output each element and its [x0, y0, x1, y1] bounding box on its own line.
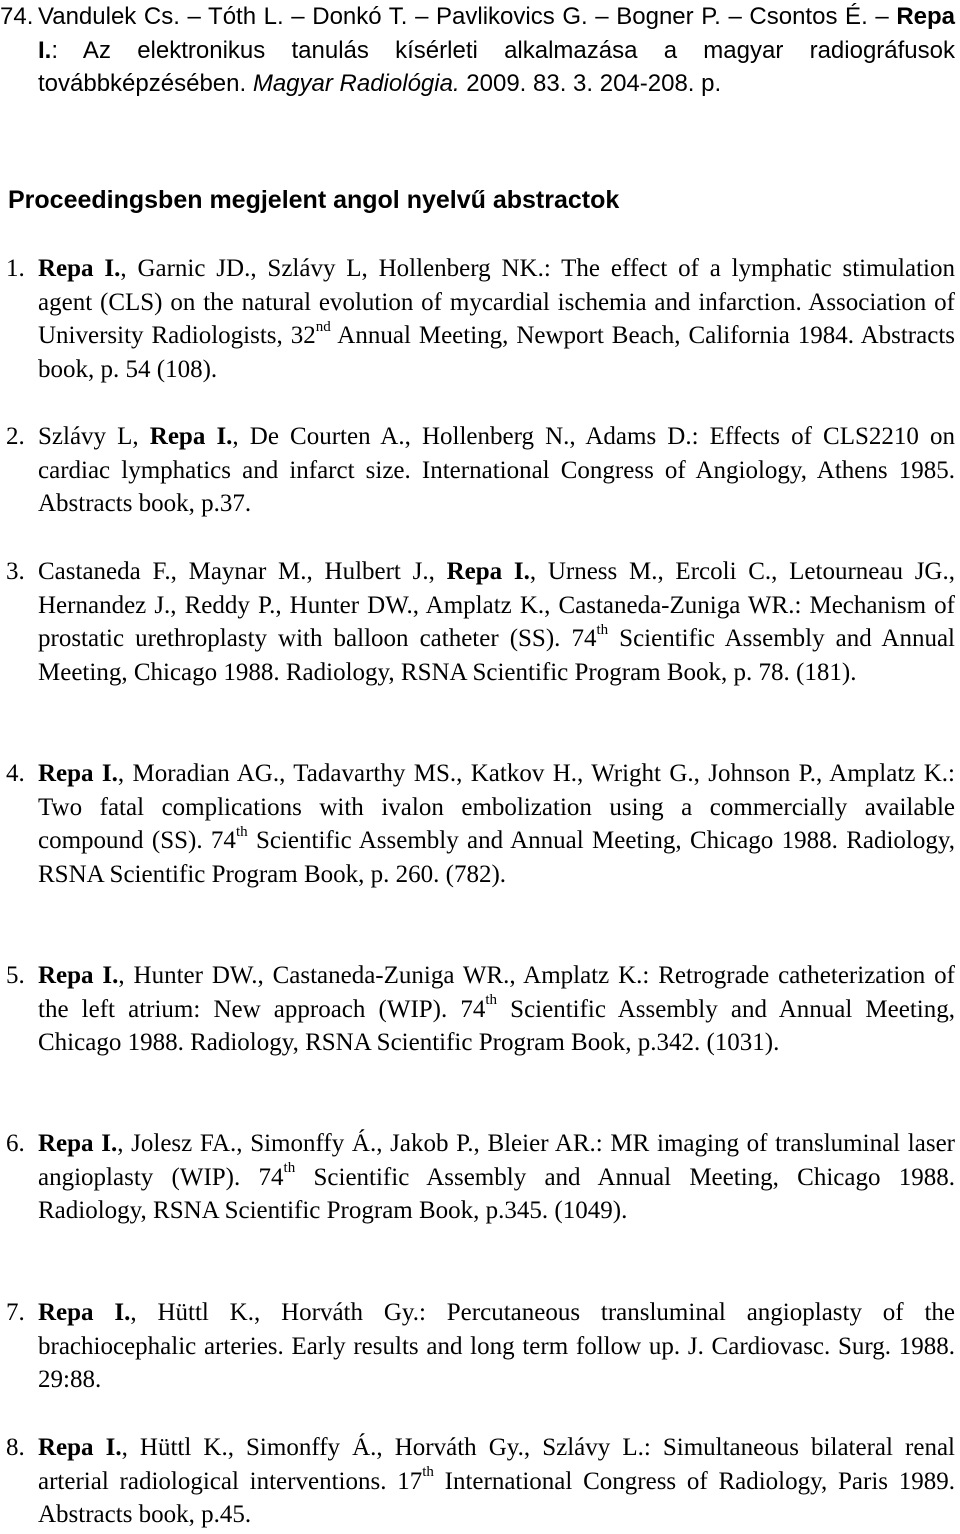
- entry-number: 7.: [6, 1299, 25, 1326]
- highlighted-author: Repa I.: [446, 558, 530, 585]
- entry-text: [38, 0, 955, 101]
- highlighted-author: Repa I.: [149, 423, 233, 450]
- entry-number: 5.: [6, 962, 25, 989]
- entry-number: 8.: [6, 1434, 25, 1461]
- ordinal-suffix: th: [235, 823, 248, 840]
- entry-authors: Vandulek Cs. – Tóth L. – Donkó T. – Pavlikovics G. – Bogner P. – Csontos É. –: [38, 3, 897, 30]
- entry-number: 2.: [6, 423, 25, 450]
- entry-number: 6.: [6, 1130, 25, 1157]
- highlighted-author: Repa I.: [38, 962, 119, 989]
- entry-number: 1.: [6, 255, 25, 282]
- entry-text: [38, 420, 955, 521]
- entry-text: [38, 1296, 955, 1397]
- entry-text: [38, 1127, 955, 1228]
- entry-number: 4.: [6, 760, 25, 787]
- entry-body: , Hüttl K., Horváth Gy.: Percutaneous transluminal angioplasty of the brachiocephalic arteries. Early results and long term follow up. J. Cardiovasc. Surg. 1988. 29:88.: [38, 1299, 955, 1394]
- entry-body-tail: Scientific Assembly and Annual Meeting, Chicago 1988. Radiology, RSNA Scientific Program Book, p. 78. (181).: [38, 625, 955, 686]
- entry-body-tail: Annual Meeting, Newport Beach, California 1984. Abstracts book, p. 54 (108).: [38, 322, 955, 383]
- entry-body: , Hunter DW., Castaneda-Zuniga WR., Amplatz K.: Retrograde catheterization of the left atrium: New approach (WIP). 74: [38, 962, 955, 1023]
- ordinal-suffix: th: [485, 992, 498, 1009]
- entry-body-tail: Scientific Assembly and Annual Meeting, Chicago 1988. Radiology, RSNA Scientific Program Book, p. 260. (782).: [38, 827, 955, 888]
- entry-body-tail: International Congress of Radiology, Paris 1989. Abstracts book, p.45.: [38, 1467, 956, 1529]
- journal-name: Magyar Radiológia.: [252, 70, 460, 98]
- entry-text: [38, 757, 955, 891]
- highlighted-author: Repa I.: [38, 760, 118, 787]
- entry-text: [38, 959, 955, 1060]
- highlighted-author: Repa I.: [38, 1130, 118, 1157]
- ordinal-suffix: th: [283, 1160, 296, 1177]
- entry-body-tail: Scientific Assembly and Annual Meeting, Chicago 1988. Radiology, RSNA Scientific Program Book, p.342. (1031).: [38, 995, 955, 1057]
- entry-body: , Urness M., Ercoli C., Letourneau JG., Hernandez J., Reddy P., Hunter DW., Amplatz K., Castaneda-Zuniga WR.: Mechanism of prostatic urethroplasty with balloon catheter (SS). 74: [38, 558, 955, 653]
- entry-body: , Jolesz FA., Simonffy Á., Jakob P., Bleier AR.: MR imaging of transluminal laser angioplasty (WIP). 74: [38, 1130, 955, 1191]
- entry-citation: 2009. 83. 3. 204-208. p.: [459, 70, 722, 98]
- ordinal-suffix: nd: [315, 318, 331, 335]
- ordinal-suffix: th: [422, 1464, 434, 1481]
- entry-authors-pre: Castaneda F., Maynar M., Hulbert J.,: [38, 558, 447, 585]
- highlighted-author: Repa I.: [38, 3, 955, 64]
- entry-text: [38, 555, 955, 689]
- highlighted-author: Repa I.: [38, 1299, 131, 1326]
- ordinal-suffix: th: [596, 621, 609, 638]
- entry-body: , Hüttl K., Simonffy Á., Horváth Gy., Szlávy L.: Simultaneous bilateral renal arterial radiological interventions. 17: [38, 1434, 955, 1495]
- highlighted-author: Repa I.: [38, 255, 121, 282]
- entry-body: , Moradian AG., Tadavarthy MS., Katkov H., Wright G., Johnson P., Amplatz K.: Two fatal complications with ivalon embolization using a commercially available compound (SS). 74: [38, 760, 955, 855]
- entry-body-tail: Scientific Assembly and Annual Meeting, Chicago 1988. Radiology, RSNA Scientific Program Book, p.345. (1049).: [38, 1163, 955, 1225]
- entry-text: [38, 252, 955, 386]
- entry-body: , Garnic JD., Szlávy L, Hollenberg NK.: The effect of a lymphatic stimulation agent (CLS) on the natural evolution of mycardial ischemia and infarction. Association of University Radiologists, 32: [38, 255, 955, 350]
- entry-text: [38, 1431, 955, 1532]
- highlighted-author: Repa I.: [38, 1434, 122, 1461]
- entry-authors-pre: Szlávy L,: [38, 423, 150, 450]
- entry-number: 74.: [0, 3, 34, 30]
- section-heading: Proceedingsben megjelent angol nyelvű abstractok: [8, 186, 620, 214]
- entry-body: , De Courten A., Hollenberg N., Adams D.: Effects of CLS2210 on cardiac lymphatics and infarct size. International Congress of Angiology, Athens 1985. Abstracts book, p.37.: [38, 423, 955, 518]
- entry-title: : Az elektronikus tanulás kísérleti alkalmazása a magyar radiográfusok továbbképzésében.: [38, 36, 955, 98]
- entry-number: 3.: [6, 558, 25, 585]
